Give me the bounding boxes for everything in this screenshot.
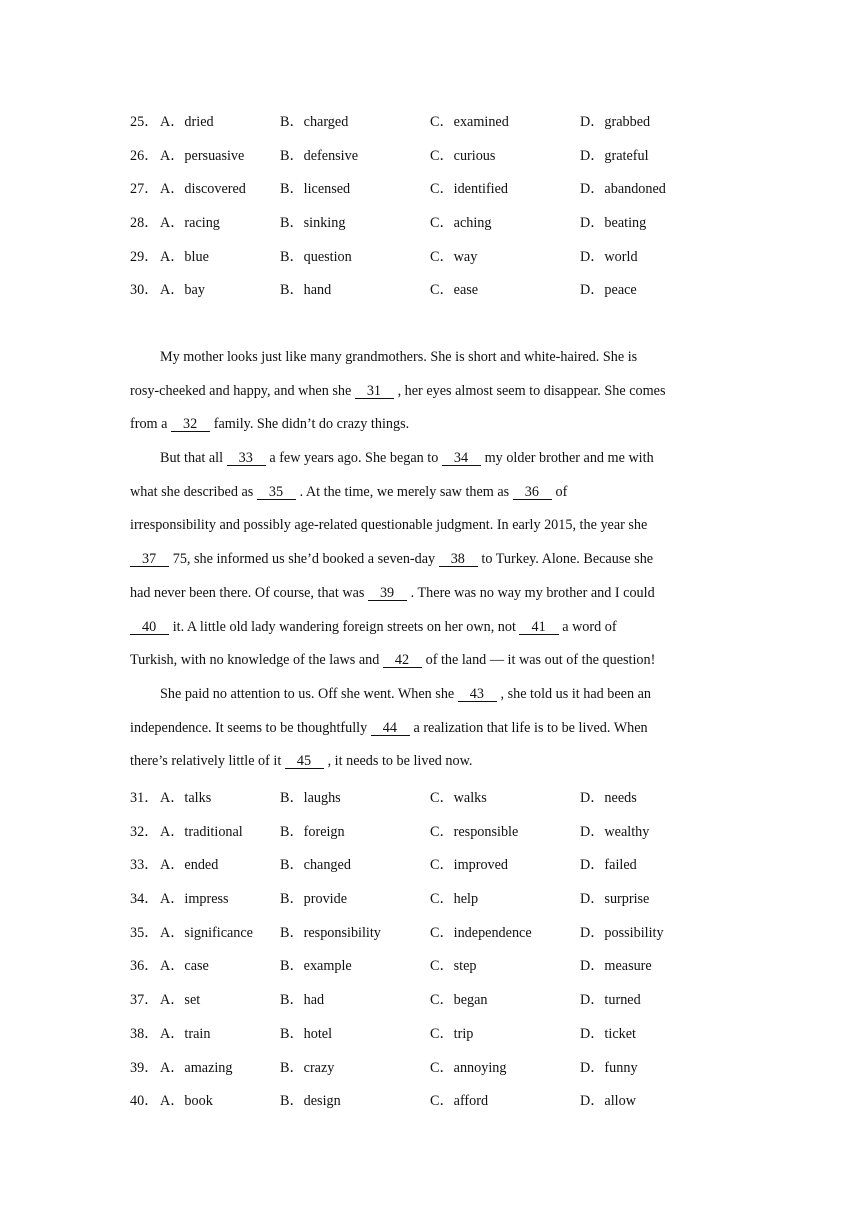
passage-text: My mother looks just like many grandmothers. She is short and white-haired. She is [160,349,638,365]
option-b: B．design [280,1093,341,1110]
passage-line [130,510,730,544]
passage-line [130,578,730,612]
passage-text: rosy-cheeked and happy, and when she [130,382,355,399]
option-c: C．ease [430,282,479,299]
passage-line [130,477,730,511]
question-row [130,181,850,215]
question-number: 35． [130,924,159,941]
question-row [130,790,850,824]
question-number: 37． [130,992,159,1009]
option-b: B．licensed [280,181,351,198]
blank-33: 33 [227,451,266,466]
option-b: B．responsibility [280,924,381,941]
option-d: D．wealthy [580,823,650,840]
option-b: B．hand [280,282,332,299]
passage-text: But that all [160,450,227,467]
passage-text: from a [130,416,171,433]
question-number: 39． [130,1059,159,1076]
option-c: C．aching [430,215,492,232]
option-a: A．talks [160,790,212,806]
option-a: A．blue [160,248,209,265]
passage-text: . At the time, we merely saw them as [296,483,513,500]
passage-text: a realization that life is to be lived. When [409,719,648,736]
cloze-passage [130,342,730,780]
passage-line [130,544,730,578]
question-row [130,857,850,891]
option-a: A．book [160,1093,213,1110]
passage-text: had never been there. Of course, that was [130,584,368,601]
option-b: B．charged [280,114,349,130]
passage-text: what she described as [130,483,257,500]
blank-41: 41 [519,620,558,635]
option-d: D．surprise [580,891,650,908]
blank-34: 34 [442,451,481,466]
blank-32: 32 [171,417,210,432]
option-a: A．racing [160,215,220,232]
option-c: C．walks [430,790,487,806]
question-number: 29． [130,248,159,265]
question-number: 36． [130,958,159,975]
option-d: D．beating [580,215,647,232]
passage-text: irresponsibility and possibly age-related questionable judgment. In early 2015, the year she [130,517,648,534]
question-row [130,891,850,925]
question-row [130,824,850,858]
passage-line [130,409,730,443]
passage-line [130,612,730,646]
question-number: 40． [130,1093,159,1110]
option-a: A．discovered [160,181,246,198]
blank-42: 42 [383,653,422,668]
option-b: B．provide [280,891,347,908]
question-row [130,1060,850,1094]
passage-line [130,376,730,410]
option-b: B．example [280,958,352,975]
option-b: B．foreign [280,823,345,840]
question-number: 26． [130,147,159,164]
option-a: A．case [160,958,209,975]
passage-text: it. A little old lady wandering foreign streets on her own, not [169,618,520,635]
blank-35: 35 [257,485,296,500]
blank-36: 36 [513,485,552,500]
option-b: B．sinking [280,215,346,232]
blank-39: 39 [368,586,407,601]
option-d: D．world [580,248,638,265]
passage-text: , she told us it had been an [496,685,652,702]
option-a: A．impress [160,891,229,908]
passage-text: of [551,483,568,500]
passage-text: my older brother and me with [481,450,654,467]
option-d: D．grateful [580,147,649,164]
blank-38: 38 [439,552,478,567]
option-b: B．crazy [280,1059,335,1076]
question-list-25-30 [130,114,850,316]
blank-37: 37 [130,552,169,567]
option-b: B．had [280,992,325,1009]
option-b: B．hotel [280,1025,333,1042]
option-c: C．responsible [430,823,519,840]
question-row [130,215,850,249]
question-row [130,114,850,148]
question-number: 27． [130,181,159,198]
option-b: B．question [280,248,352,265]
question-row [130,249,850,283]
option-c: C．began [430,992,488,1009]
option-d: D．peace [580,282,637,299]
passage-text: . There was no way my brother and I could [407,584,655,601]
option-b: B．defensive [280,147,359,164]
question-row [130,958,850,992]
option-a: A．ended [160,857,219,874]
question-number: 31． [130,790,159,806]
blank-44: 44 [371,721,410,736]
option-d: D．funny [580,1059,638,1076]
question-number: 30． [130,282,159,299]
blank-45: 45 [285,754,324,769]
passage-line [130,645,730,679]
passage-line [130,746,730,780]
passage-text: there’s relatively little of it [130,753,285,770]
question-number: 38． [130,1025,159,1042]
option-d: D．failed [580,857,637,874]
option-c: C．examined [430,114,509,130]
option-d: D．grabbed [580,114,651,130]
option-a: A．traditional [160,823,243,840]
option-d: D．possibility [580,924,664,941]
passage-line [130,679,730,713]
option-c: C．annoying [430,1059,507,1076]
passage-line [130,443,730,477]
blank-43: 43 [458,687,497,702]
question-row [130,282,850,316]
option-a: A．persuasive [160,147,245,164]
option-c: C．trip [430,1025,474,1042]
option-a: A．bay [160,282,205,299]
question-row [130,992,850,1026]
question-row [130,925,850,959]
option-c: C．way [430,248,478,265]
option-b: B．changed [280,857,351,874]
passage-text: She paid no attention to us. Off she went. When she [160,685,458,702]
question-number: 25． [130,114,159,130]
option-c: C．curious [430,147,496,164]
option-d: D．abandoned [580,181,666,198]
passage-line [130,713,730,747]
passage-text: of the land — it was out of the question! [422,652,656,669]
option-a: A．amazing [160,1059,233,1076]
passage-text: independence. It seems to be thoughtfully [130,719,371,736]
passage-text: family. She didn’t do crazy things. [210,416,410,433]
option-a: A．dried [160,114,214,130]
passage-text: , her eyes almost seem to disappear. She comes [394,382,666,399]
option-d: D．measure [580,958,652,975]
passage-text: Turkish, with no knowledge of the laws and [130,652,383,669]
option-d: D．needs [580,790,637,806]
question-number: 28． [130,215,159,232]
passage-text: 75, she informed us she’d booked a seven-day [169,551,439,568]
option-a: A．train [160,1025,211,1042]
option-d: D．allow [580,1093,636,1110]
blank-40: 40 [130,620,169,635]
passage-line [130,342,730,376]
option-c: C．help [430,891,479,908]
option-c: C．improved [430,857,509,874]
passage-text: a few years ago. She began to [265,450,442,467]
option-c: C．independence [430,924,532,941]
question-number: 32． [130,823,159,840]
option-a: A．set [160,992,201,1009]
question-list-31-40 [130,790,850,1127]
question-number: 33． [130,857,159,874]
option-b: B．laughs [280,790,341,806]
passage-text: to Turkey. Alone. Because she [477,551,654,568]
question-row [130,148,850,182]
passage-text: , it needs to be lived now. [324,753,473,770]
option-d: D．ticket [580,1025,636,1042]
option-d: D．turned [580,992,641,1009]
option-c: C．afford [430,1093,489,1110]
blank-31: 31 [355,384,394,399]
question-number: 34． [130,891,159,908]
option-c: C．step [430,958,477,975]
question-row [130,1093,850,1127]
option-a: A．significance [160,924,253,941]
passage-text: a word of [558,618,617,635]
option-c: C．identified [430,181,509,198]
question-row [130,1026,850,1060]
